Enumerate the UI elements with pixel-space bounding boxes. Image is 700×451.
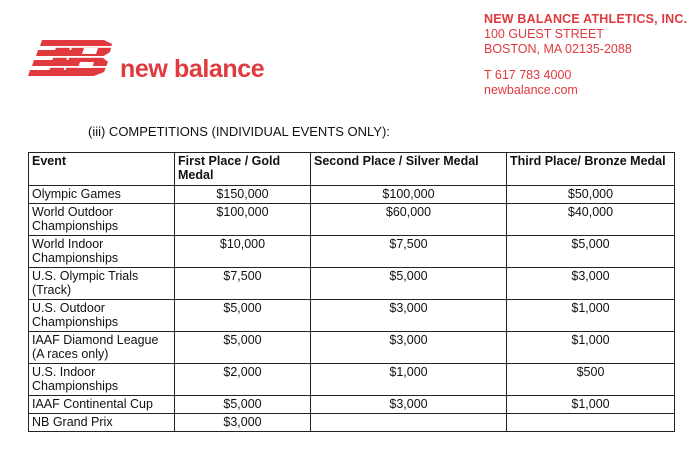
event-cell: IAAF Diamond League (A races only) bbox=[29, 332, 175, 364]
company-address-block bbox=[484, 12, 687, 98]
column-header: Third Place/ Bronze Medal bbox=[507, 153, 675, 186]
table-row bbox=[29, 396, 675, 414]
event-cell: World Indoor Championships bbox=[29, 236, 175, 268]
table-header-row bbox=[29, 153, 675, 186]
brand-wordmark: new balance bbox=[120, 55, 265, 83]
first-place-cell: $100,000 bbox=[175, 204, 311, 236]
second-place-cell bbox=[311, 414, 507, 432]
company-website: newbalance.com bbox=[484, 83, 578, 97]
event-cell: Olympic Games bbox=[29, 186, 175, 204]
column-header: First Place / Gold Medal bbox=[175, 153, 311, 186]
first-place-cell: $5,000 bbox=[175, 332, 311, 364]
first-place-cell: $150,000 bbox=[175, 186, 311, 204]
company-name: NEW BALANCE ATHLETICS, INC. bbox=[484, 12, 688, 26]
third-place-cell: $3,000 bbox=[507, 268, 675, 300]
third-place-cell bbox=[507, 414, 675, 432]
table-row bbox=[29, 236, 675, 268]
table-row bbox=[29, 186, 675, 204]
first-place-cell: $3,000 bbox=[175, 414, 311, 432]
third-place-cell: $50,000 bbox=[507, 186, 675, 204]
first-place-cell: $5,000 bbox=[175, 300, 311, 332]
first-place-cell: $7,500 bbox=[175, 268, 311, 300]
third-place-cell: $1,000 bbox=[507, 396, 675, 414]
table-row bbox=[29, 300, 675, 332]
table-row bbox=[29, 364, 675, 396]
event-cell: U.S. Outdoor Championships bbox=[29, 300, 175, 332]
table-row bbox=[29, 414, 675, 432]
competition-bonus-table bbox=[28, 152, 675, 432]
third-place-cell: $1,000 bbox=[507, 300, 675, 332]
event-cell: U.S. Indoor Championships bbox=[29, 364, 175, 396]
second-place-cell: $60,000 bbox=[311, 204, 507, 236]
second-place-cell: $1,000 bbox=[311, 364, 507, 396]
company-city: BOSTON, MA 02135-2088 bbox=[484, 42, 632, 56]
table-row bbox=[29, 268, 675, 300]
table-row bbox=[29, 332, 675, 364]
event-cell: IAAF Continental Cup bbox=[29, 396, 175, 414]
new-balance-logo-icon bbox=[28, 38, 120, 82]
company-phone: T 617 783 4000 bbox=[484, 68, 572, 82]
second-place-cell: $5,000 bbox=[311, 268, 507, 300]
event-cell: U.S. Olympic Trials (Track) bbox=[29, 268, 175, 300]
third-place-cell: $1,000 bbox=[507, 332, 675, 364]
event-cell: World Outdoor Championships bbox=[29, 204, 175, 236]
first-place-cell: $2,000 bbox=[175, 364, 311, 396]
third-place-cell: $40,000 bbox=[507, 204, 675, 236]
column-header: Event bbox=[29, 153, 175, 186]
second-place-cell: $7,500 bbox=[311, 236, 507, 268]
column-header: Second Place / Silver Medal bbox=[311, 153, 507, 186]
first-place-cell: $10,000 bbox=[175, 236, 311, 268]
first-place-cell: $5,000 bbox=[175, 396, 311, 414]
second-place-cell: $3,000 bbox=[311, 332, 507, 364]
second-place-cell: $100,000 bbox=[311, 186, 507, 204]
company-street: 100 GUEST STREET bbox=[484, 27, 604, 41]
second-place-cell: $3,000 bbox=[311, 396, 507, 414]
event-cell: NB Grand Prix bbox=[29, 414, 175, 432]
third-place-cell: $5,000 bbox=[507, 236, 675, 268]
section-title: (iii) COMPETITIONS (INDIVIDUAL EVENTS ONLY): bbox=[88, 124, 390, 139]
table-row bbox=[29, 204, 675, 236]
second-place-cell: $3,000 bbox=[311, 300, 507, 332]
third-place-cell: $500 bbox=[507, 364, 675, 396]
